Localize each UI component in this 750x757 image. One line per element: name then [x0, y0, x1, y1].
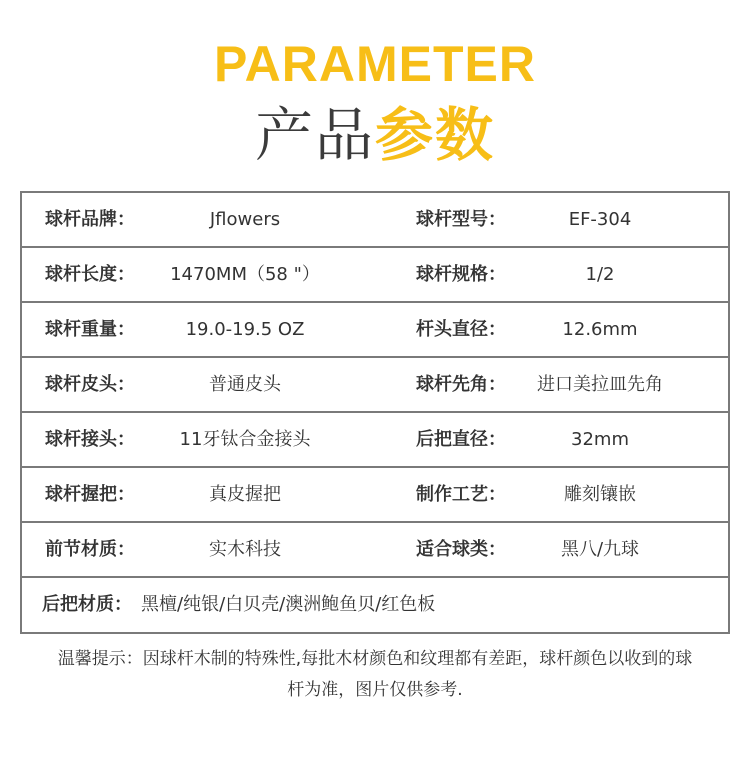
spec-table — [20, 191, 730, 634]
title-cn-part1: 产品 — [254, 101, 375, 169]
spec-label: 后把直径： — [416, 429, 506, 450]
spec-row — [22, 413, 728, 468]
spec-label: 后把材质： — [42, 594, 132, 615]
title-en: PARAMETER — [214, 36, 536, 92]
note-line: 温馨提示：因球杆木制的特殊性,每批木材颜色和纹理都有差距，球杆颜色以收到的球 — [57, 649, 693, 669]
spec-value: 1/2 — [585, 264, 615, 285]
spec-label: 前节材质： — [45, 539, 135, 560]
spec-label: 球杆长度： — [45, 264, 135, 285]
spec-row — [22, 523, 728, 578]
note — [32, 644, 718, 706]
spec-label: 杆头直径： — [416, 319, 506, 340]
spec-label: 球杆规格： — [416, 264, 506, 285]
spec-value: EF-304 — [568, 209, 632, 230]
spec-value: 黑八/九球 — [560, 539, 640, 560]
spec-value: 12.6mm — [562, 319, 638, 340]
spec-row — [22, 193, 728, 248]
title-cn — [0, 100, 750, 170]
spec-row — [22, 303, 728, 358]
spec-value: 进口美拉皿先角 — [537, 374, 663, 395]
spec-label: 球杆皮头： — [45, 374, 135, 395]
spec-row-full — [22, 578, 728, 634]
spec-value: 真皮握把 — [209, 484, 281, 505]
spec-value: 11牙钛合金接头 — [179, 429, 311, 450]
spec-row — [22, 468, 728, 523]
spec-label: 球杆握把： — [45, 484, 135, 505]
spec-value: 实木科技 — [209, 539, 281, 560]
spec-value: 1470MM（58 "） — [170, 264, 320, 285]
spec-value: 雕刻镶嵌 — [564, 484, 636, 505]
spec-value: 19.0-19.5 OZ — [185, 319, 305, 340]
spec-label: 球杆先角： — [416, 374, 506, 395]
spec-row — [22, 358, 728, 413]
spec-row — [22, 248, 728, 303]
spec-label: 球杆接头： — [45, 429, 135, 450]
spec-value: Jflowers — [209, 209, 281, 230]
title-cn-part2: 参数 — [375, 101, 496, 169]
spec-label: 球杆重量： — [45, 319, 135, 340]
spec-label: 球杆品牌： — [45, 209, 135, 230]
spec-value: 32mm — [571, 429, 629, 450]
spec-value: 普通皮头 — [209, 374, 281, 395]
spec-value: 黑檀/纯银/白贝壳/澳洲鲍鱼贝/红色板 — [141, 594, 436, 615]
note-line: 杆为准，图片仅供参考. — [287, 680, 463, 700]
spec-label: 球杆型号： — [416, 209, 506, 230]
spec-label: 制作工艺： — [416, 484, 506, 505]
spec-label: 适合球类： — [416, 539, 506, 560]
